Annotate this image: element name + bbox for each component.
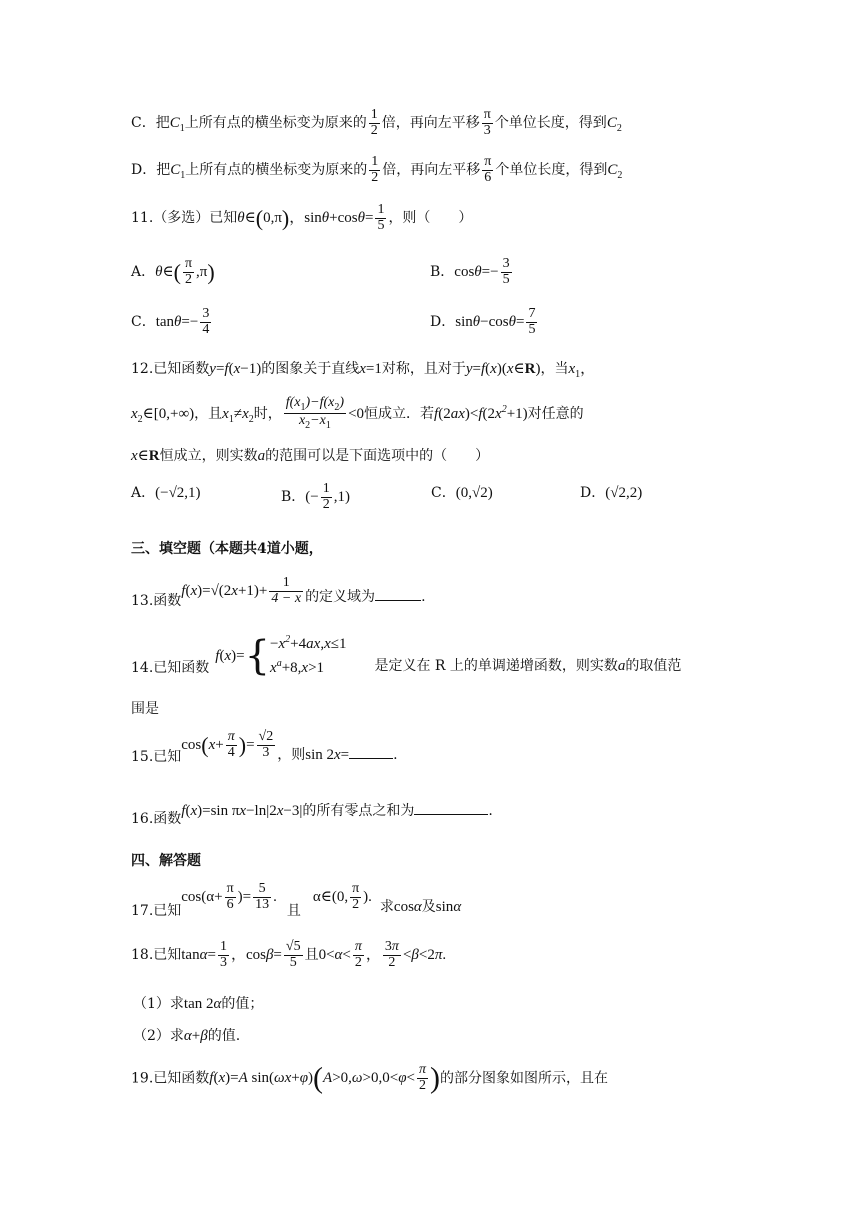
- question-11: [131, 203, 472, 233]
- math: <0: [348, 405, 365, 422]
- piecewise: $-x^2+4ax,x\le 1$ $x^a+8,x>1$: [270, 634, 347, 676]
- text: ，则: [277, 747, 306, 764]
- question-18: [131, 940, 446, 970]
- fraction: $\frac{7}{5}$: [528, 306, 536, 337]
- q11-option-d: [430, 307, 539, 337]
- text: 倍，再向左平移: [381, 115, 480, 132]
- question-14: [131, 632, 681, 680]
- question-13: [131, 576, 426, 610]
- answer-blank[interactable]: [349, 758, 393, 759]
- math: .: [273, 889, 277, 906]
- brace: {: [244, 633, 271, 679]
- option-label: D．: [430, 314, 456, 331]
- text: 个单位长度，得到: [495, 162, 608, 179]
- text: 的取值范: [625, 658, 682, 674]
- math: ,1): [333, 489, 351, 506]
- option-label: C．: [131, 314, 156, 331]
- fraction: $\frac{1}{5}$: [377, 202, 385, 233]
- text: 个单位长度，得到: [494, 115, 607, 132]
- fraction: $\frac{3\pi}{2}$: [384, 939, 399, 970]
- option-label: B．: [281, 489, 306, 506]
- math: sin 2x=: [305, 747, 350, 764]
- math: ,π): [196, 259, 215, 285]
- fraction: $\frac{1}{3}$: [219, 939, 227, 970]
- question-label: 11.（多选）已知: [131, 210, 238, 227]
- fraction: $\frac{5}{13}$: [255, 881, 270, 912]
- q12-option-b: [281, 482, 350, 512]
- q11-option-c: [131, 307, 213, 337]
- math: (−√2,1): [155, 485, 201, 501]
- math: cosθ=−: [454, 264, 499, 281]
- question-12-line-1: [131, 357, 595, 380]
- fraction: $\frac{\pi}{2}$: [184, 256, 193, 287]
- text: 时，: [253, 405, 282, 422]
- math: (0,√2): [455, 485, 493, 501]
- q12-option-d: [580, 482, 642, 502]
- fraction: $\frac{√5}{5}$: [285, 939, 301, 970]
- math: sinα: [435, 899, 462, 916]
- q12-option-c: [431, 482, 493, 502]
- question-12-line-3: [131, 445, 489, 465]
- text: 且: [304, 947, 319, 964]
- math: x=1: [359, 361, 382, 377]
- fraction: $\frac{1}{4 - x}$: [271, 575, 302, 606]
- section-4-heading: 四、解答题: [131, 853, 201, 869]
- text: 及: [421, 899, 436, 916]
- fraction: $\frac{\pi}{4}$: [227, 729, 235, 760]
- option-label: C．: [431, 485, 456, 501]
- math: a: [617, 658, 626, 674]
- math: θ∈(0,π)，sinθ+cosθ=: [237, 205, 374, 231]
- option-label: B．: [430, 264, 455, 281]
- fraction: $\frac{\pi}{2}$: [418, 1062, 426, 1093]
- math: ): [429, 1062, 440, 1095]
- math-c1: $C_1$: [170, 162, 186, 182]
- option-label: C．把: [131, 115, 170, 132]
- text: ，当: [540, 361, 569, 377]
- math: f(x)=√(2x+1)+: [181, 583, 268, 600]
- option-label: D．把: [131, 162, 171, 179]
- q11-option-b: [430, 257, 514, 287]
- text: 的图象关于直线: [261, 361, 360, 377]
- text: ，则（ ）: [388, 210, 473, 227]
- option-d: [131, 155, 622, 185]
- math: a: [257, 448, 266, 464]
- text: 恒成立．若: [364, 405, 435, 422]
- text: 对称，且对于: [381, 361, 466, 377]
- fraction: $\frac{\pi}{2}$: [354, 939, 362, 970]
- math: sinθ−cosθ=: [455, 314, 525, 331]
- text: 的定义域为: [305, 589, 376, 606]
- section-3-heading: 三、填空题（本题共4道小题，: [131, 541, 323, 557]
- math: $x_1\ne x_2$: [222, 405, 254, 425]
- option-label: A．: [131, 485, 156, 501]
- question-15: [131, 730, 398, 766]
- fraction: $\frac{\pi}{2}$: [352, 881, 360, 912]
- math: ).: [363, 889, 372, 906]
- q12-option-a: [131, 482, 201, 502]
- fraction: $\frac{\pi}{6}$: [484, 154, 492, 185]
- question-18-part-1: [133, 993, 263, 1013]
- answer-blank[interactable]: [414, 814, 488, 815]
- math-c2: $C_2$: [606, 115, 622, 135]
- fraction: $\frac{\pi}{3}$: [483, 107, 491, 138]
- text: .: [421, 589, 426, 606]
- fraction: $\frac{\pi}{6}$: [226, 881, 234, 912]
- option-label: A．: [131, 264, 156, 281]
- text: 上所有点的横坐标变为原来的: [184, 115, 367, 132]
- math: θ∈(: [155, 259, 181, 285]
- math: )=: [238, 732, 255, 758]
- math: cos(x+: [181, 732, 224, 758]
- option-c: [131, 108, 622, 138]
- math: y=f(x−1): [209, 361, 262, 377]
- question-12-line-2: [131, 396, 584, 432]
- text: （1）求: [133, 996, 184, 1012]
- math: tanα=: [181, 947, 216, 964]
- math: (√2,2): [605, 485, 643, 501]
- math: α∈(0,: [312, 889, 349, 906]
- question-label: 16.函数: [131, 811, 182, 827]
- text: 的部分图象如图所示，且在: [439, 1070, 608, 1087]
- question-17: [131, 882, 461, 920]
- question-16: [131, 800, 493, 828]
- math: ，cosβ=: [230, 947, 282, 964]
- math: 0<α<: [318, 947, 351, 964]
- math-c2: $C_2$: [607, 162, 623, 182]
- text: 且: [286, 903, 301, 920]
- math: tan 2α: [183, 996, 222, 1012]
- text: 恒成立，则实数: [159, 448, 258, 464]
- question-label: 18.已知: [131, 947, 182, 964]
- fraction: $\frac{3}{5}$: [502, 256, 510, 287]
- fraction: $\frac{√2}{3}$: [258, 729, 274, 760]
- text: （2）求: [133, 1028, 184, 1044]
- text: 的范围可以是下面选项中的（ ）: [265, 448, 490, 464]
- math: α+β: [183, 1028, 208, 1044]
- fraction: $\frac{f(x_1)-f(x_2)}{x_2-x_1}$: [285, 395, 345, 432]
- fraction: $\frac{1}{2}$: [371, 154, 379, 185]
- question-label: 15.已知: [131, 749, 182, 766]
- math: f(x)=A sin(ωx+φ)(A>0,ω>0,0<φ<: [209, 1062, 415, 1095]
- text: ，且: [194, 405, 223, 422]
- fraction: $\frac{1}{2}$: [322, 481, 330, 512]
- math: cosα: [393, 899, 422, 916]
- math: y=f(x)(x∈R): [465, 361, 541, 377]
- math: $x_2\in[0,+\infty)$: [131, 405, 195, 425]
- question-14-line-2: 围是: [131, 701, 159, 717]
- math: f(x)=: [215, 648, 245, 664]
- fraction: $\frac{3}{4}$: [202, 306, 210, 337]
- question-19: [131, 1062, 608, 1096]
- answer-blank[interactable]: [375, 600, 421, 601]
- text: .: [393, 747, 398, 764]
- text: 的值；: [221, 996, 264, 1012]
- text: 上所有点的横坐标变为原来的: [185, 162, 368, 179]
- math: x∈R: [131, 448, 160, 464]
- math: cos(α+: [181, 889, 223, 906]
- text: 对任意的: [527, 405, 584, 422]
- math: ，: [365, 947, 381, 964]
- fraction: $\frac{1}{2}$: [370, 107, 378, 138]
- q11-option-a: [131, 257, 215, 287]
- math: <β<2π.: [402, 947, 447, 964]
- text: 的所有零点之和为: [302, 803, 415, 819]
- text: 求: [379, 899, 394, 916]
- question-label: 19.已知函数: [131, 1070, 210, 1087]
- math: $x_1$，: [568, 361, 596, 380]
- question-label: 13.函数: [131, 593, 182, 610]
- text: .: [488, 803, 493, 819]
- question-label: 17.已知: [131, 903, 182, 920]
- question-18-part-2: [133, 1025, 240, 1045]
- option-label: D．: [580, 485, 606, 501]
- math: )=: [237, 889, 252, 906]
- math-c1: $C_1$: [169, 115, 185, 135]
- text: 倍，再向左平移: [382, 162, 481, 179]
- math: $f(2ax)<f(2x^2+1)$: [434, 403, 528, 422]
- text: 是定义在 R 上的单调递增函数，则实数: [374, 658, 618, 674]
- math: tanθ=−: [155, 314, 199, 331]
- math: f(x)=sin πx−ln|2x−3|: [181, 803, 303, 819]
- math: (−: [305, 489, 319, 506]
- question-label: 14.已知函数: [131, 660, 210, 676]
- text: 的值.: [207, 1028, 241, 1044]
- question-label: 12.已知函数: [131, 361, 210, 377]
